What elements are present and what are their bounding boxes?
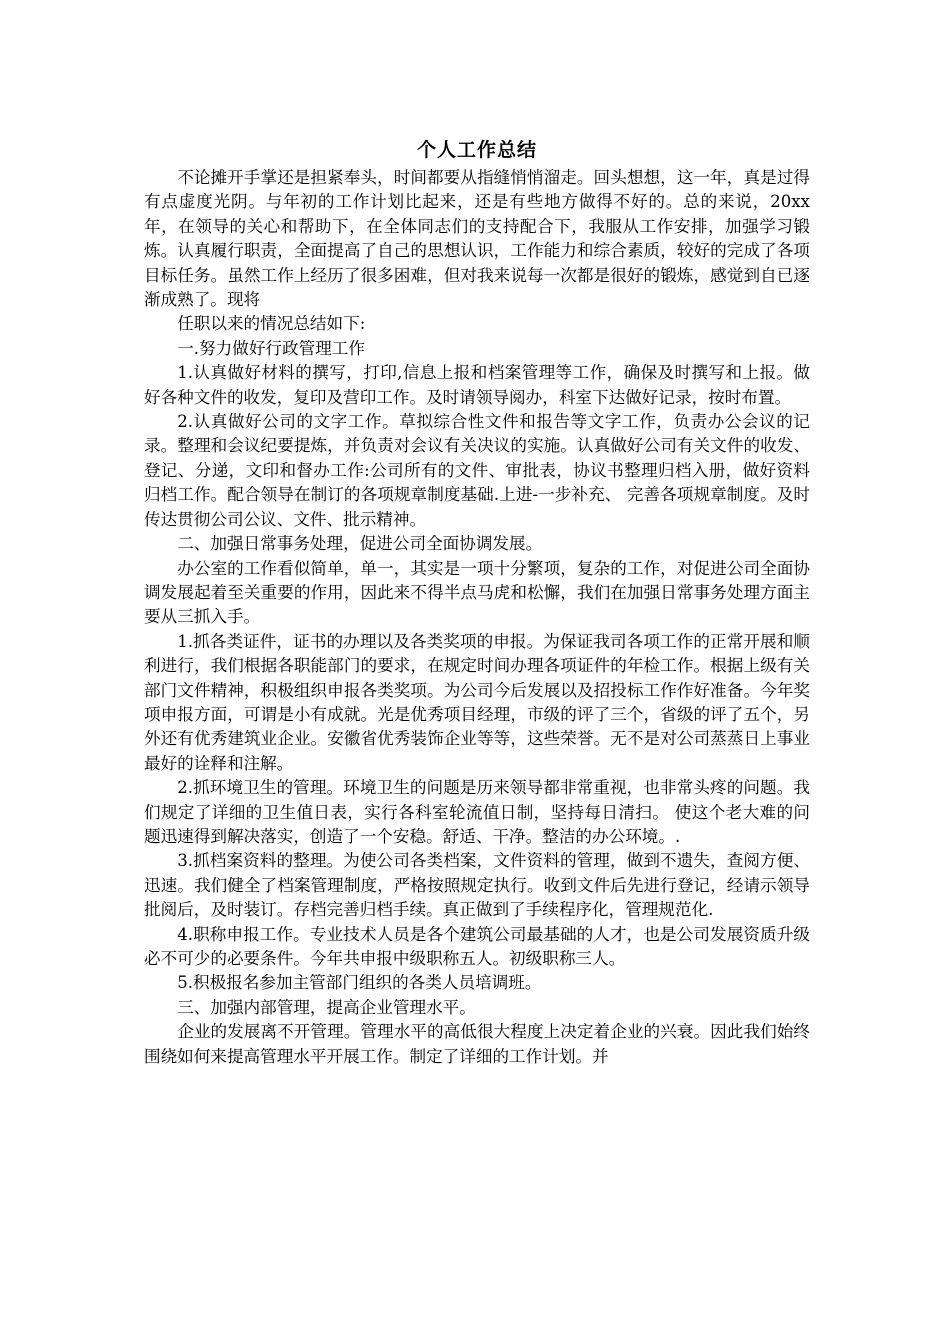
section-heading: 三、加强内部管理，提高企业管理水平。 (177, 997, 476, 1017)
paragraph: 2.认真做好公司的文字工作。草拟综合性文件和报告等文字工作，负责办公会议的记录。整理和会议纪要提炼，并负责对会议有关决议的实施。认真做好公司有关文件的收发、登记、分递，文印和督办工作:公司所有的文件、审批表，协议书整理归档入册，做好资料归档工作。配合领导在制订的各项规章制度基础.上进-一步补充、 完善各项规章制度。及时传达贯彻公司公议、文件、批示精神。 (144, 412, 810, 529)
section-heading: 一.努力做好行政管理工作 (177, 338, 365, 358)
paragraph: 企业的发展离不开管理。管理水平的高低很大程度上决定着企业的兴衰。因此我们始终围绕如何来提高管理水平开展工作。制定了详细的工作计划。并 (144, 1022, 810, 1066)
document-page (144, 136, 810, 1069)
section-heading: 二、加强日常事务处理，促进公司全面协调发展。 (177, 534, 543, 554)
document-title: 个人工作总结 (416, 139, 537, 161)
paragraph: 1.认真做好材料的撰写，打印,信息上报和档案管理等工作，确保及时撰写和上报。做好各种文件的收发，复印及营印工作。及时请领导阅办，科室下达做好记录，按时布置。 (144, 363, 810, 407)
paragraph: 3.抓档案资料的整理。为使公司各类档案，文件资料的管理，做到不遗失，查阅方便、迅速。我们健全了档案管理制度，严格按照规定执行。收到文件后先进行登记，经请示领导批阅后，及时装订。存档完善归档手续。真正做到了手续程序化，管理规范化. (144, 851, 810, 920)
paragraph: 任职以来的情况总结如下: (177, 314, 366, 334)
paragraph: 2.抓环境卫生的管理。环境卫生的问题是历来领导都非常重视，也非常头疼的问题。我们规定了详细的卫生值日表，实行各科室轮流值日制，坚持每日清扫。 使这个老大难的问题迅速得到解决落实，创造了一个安稳。舒适、干净。整洁的办公环境。. (144, 778, 810, 846)
paragraph: 不论摊开手掌还是担紧奉头，时间都要从指缝悄悄溜走。回头想想，这一年，真是过得有点虚度光阴。与年初的工作计划比起来，还是有些地方做得不好的。总的来说，20xx 年，在领导的关心和帮助下，在全体同志们的支持配合下，我服从工作安排，加强学习锻炼。认真履行职责，全面提高了自己的思想认识，工作能力和综合素质，较好的完成了各项目标任务。虽然工作上经历了很多困难，但对我来说每一次都是很好的锻炼，感觉到自已逐渐成熟了。现将 (144, 168, 810, 310)
paragraph: 5.积极报名参加主管部门组织的各类人员培调班。 (177, 973, 542, 993)
paragraph: 4.职称申报工作。专业技术人员是各个建筑公司最基础的人才，也是公司发展资质升级必不可少的必要条件。今年共申报中级职称五人。初级职称三人。 (144, 924, 810, 968)
paragraph: 1.抓各类证件，证书的办理以及各类奖项的申报。为保证我司各项工作的正常开展和顺利进行，我们根据各职能部门的要求，在规定时间办理各项证件的年检工作。根据上级有关部门文件精神，积极组织申报各类奖项。为公司今后发展以及招投标工作作好准备。今年奖项申报方面，可谓是小有成就。光是优秀项目经理，市级的评了三个，省级的评了五个，另外还有优秀建筑业企业。安徽省优秀装饰企业等等，这些荣誉。无不是对公司蒸蒸日上事业最好的诠释和注解。 (144, 631, 810, 773)
paragraph: 办公室的工作看似简单，单一，其实是一项十分繁项，复杂的工作，对促进公司全面协调发展起着至关重要的作用，因此来不得半点马虎和松懈，我们在加强日常事务处理方面主要从三抓入手。 (144, 558, 810, 627)
